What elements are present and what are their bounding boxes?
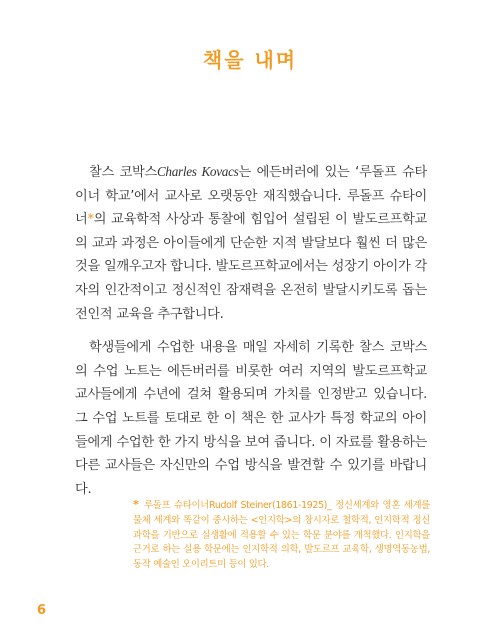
body-text (75, 160, 427, 501)
paragraph-1-middle: 는 에든버러에 있는 ‘루돌프 슈타이너 학교’에서 교사로 오랫동안 재직했습니다. 루돌프 슈타이너 (75, 165, 428, 228)
paragraph-2: 학생들에게 수업한 내용을 매일 자세히 기록한 찰스 코박스의 수업 노트는 에든버러를 비롯한 여러 지역의 발도르프학교 교사들에게 수년에 걸쳐 활용되며 가치를 인정받고 있습니다. 그 수업 노트를 토대로 한 이 책은 한 교사가 특정 학교의 아이들에게 수업한 한 가지 방식을 보여 줍니다. 이 자료를 활용하는 다른 교사들은 자신만의 수업 방식을 발견할 수 있기를 바랍니다. (75, 340, 427, 497)
page-number: 6 (37, 603, 47, 618)
footnote-star: * (133, 498, 139, 511)
latin-name: Charles Kovacs (156, 164, 239, 179)
footnote (133, 498, 430, 573)
paragraph-1 (75, 160, 427, 326)
paragraph-1-start: 찰스 코박스 (89, 165, 157, 180)
paragraph-1-end: 의 교육학적 사상과 통찰에 힘입어 설립된 이 발도르프학교의 교과 과정은 아이들에게 단순한 지적 발달보다 훨씬 더 많은 것을 일깨우고자 합니다. 발도르프학교에서는 성장기 아이가 각자의 인간적이고 정신적인 잠재력을 온전히 발달시키도록 돕는 전인적 교육을 추구합니다. (75, 212, 427, 322)
footnote-marker: * (87, 212, 94, 228)
page-title: 책을 내며 (202, 48, 298, 72)
footnote-text: 루돌프 슈타이너Rudolf Steiner(1861-1925)_ 정신세계와 영혼 세계를 물체 세계와 똑같이 중시하는 <인지학>의 창시자로 철학적, 인지학적 정신과학을 기반으로 실생활에 적용할 수 있는 학문 분야를 개척했다. 인지학을 근거로 하는 실용 학문에는 인지학적 의학, 발도르프 교육학, 생명역동농법, 동작 예술인 오이리트미 등이 있다. (133, 500, 430, 571)
